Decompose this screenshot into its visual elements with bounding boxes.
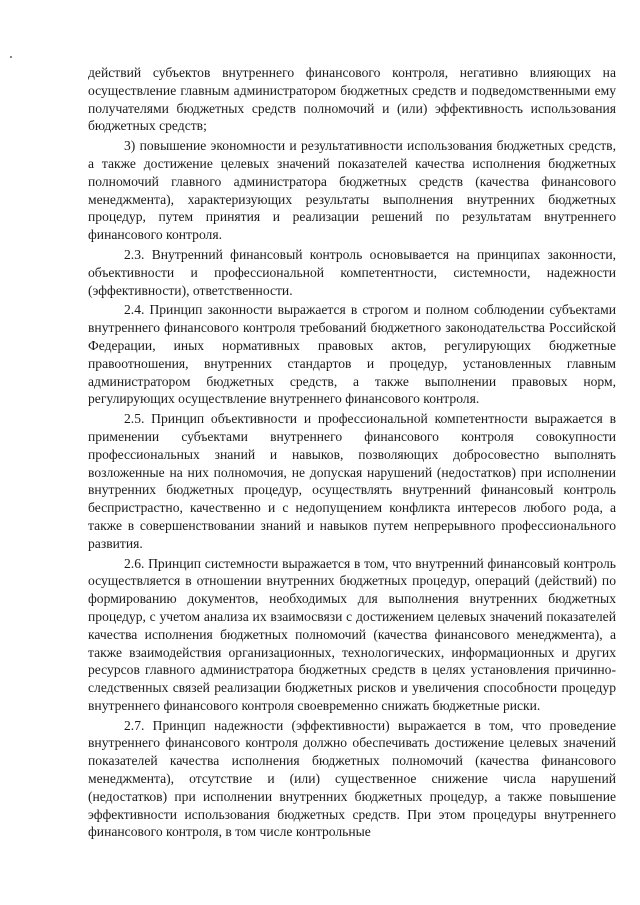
paragraph-2-6: 2.6. Принцип системности выражается в том, что внутренний финансовый контроль осуществляется в отношении внутренних бюджетных процедур, операций (действий) по формированию документов, необходимых для выполнения внутренних бюджетных процедур, с учетом анализа их взаимосвязи с достижением целевых значений показателей качества исполнения бюджетных полномочий (качества финансового менеджмента), а также взаимодействия организационных, технологических, информационных и других ресурсов главного администратора бюджетных средств в целях установления причинно-следственных связей реализации бюджетных рисков и увеличения способности процедур внутреннего финансового контроля своевременно снижать бюджетные риски. [88,555,616,713]
paragraph-2-5: 2.5. Принцип объективности и профессиональной компетентности выражается в применении субъектами внутреннего финансового контроля совокупности профессиональных знаний и навыков, позволяющих добросовестно выполнять возложенные на них полномочия, не допуская нарушений (недостатков) при исполнении внутренних бюджетных процедур, осуществлять внутренний финансовый контроль беспристрастно, качественно и с недопущением конфликта интересов любого рода, а также в совершенствовании знаний и навыков путем непрерывного профессионального развития. [88,411,616,551]
paragraph-2-7: 2.7. Принцип надежности (эффективности) выражается в том, что проведение внутреннего финансового контроля должно обеспечивать достижение целевых значений показателей качества исполнения бюджетных полномочий (качества финансового менеджмента), отсутствие и (или) существенное снижение числа нарушений (недостатков) при исполнении внутренних бюджетных процедур, а также повышение эффективности использования бюджетных средств. При этом процедуры внутреннего финансового контроля, в том числе контрольные [88,717,616,840]
paragraph-item-3: 3) повышение экономности и результативности использования бюджетных средств, а также достижение целевых значений показателей качества исполнения бюджетных полномочий главного администратора бюджетных средств (качества финансового менеджмента), характеризующих результаты выполнения внутренних бюджетных процедур, путем принятия и реализации решений по результатам внутреннего финансового контроля. [88,138,616,243]
paragraph-continuation: действий субъектов внутреннего финансового контроля, негативно влияющих на осуществление главным администратором бюджетных средств и подведомственными ему получателями бюджетных средств полномочий и (или) эффективность использования бюджетных средств; [88,65,616,134]
scan-speck [10,56,12,58]
document-page [88,64,616,841]
paragraph-2-3: 2.3. Внутренний финансовый контроль основывается на принципах законности, объективности и профессиональной компетентности, системности, надежности (эффективности), ответственности. [88,246,616,298]
paragraph-2-4: 2.4. Принцип законности выражается в строгом и полном соблюдении субъектами внутреннего финансового контроля требований бюджетного законодательства Российской Федерации, иных нормативных правовых актов, регулирующих бюджетные правоотношения, внутренних стандартов и процедур, установленных главным администратором бюджетных средств, а также выполнении правовых норм, регулирующих осуществление внутреннего финансового контроля. [88,302,616,407]
